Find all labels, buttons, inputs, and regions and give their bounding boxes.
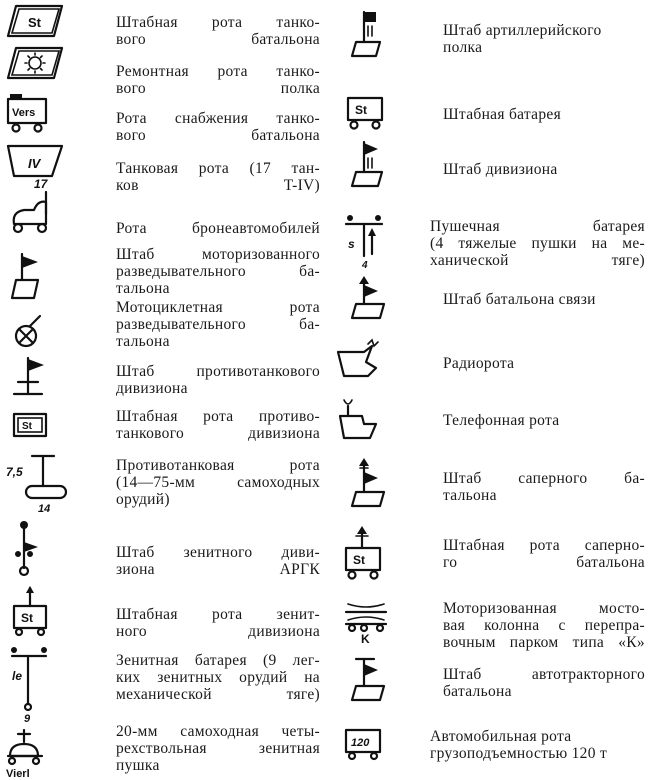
legend-text: Моторизованная мосто- вая колонна с перепра- вочным парком типа «К» xyxy=(443,600,645,651)
antitank-company-icon xyxy=(4,452,70,514)
motorized-recon-hq-icon xyxy=(8,250,48,302)
legend-text: 20-мм самоходная четы- рехствольная зенитная пушка xyxy=(116,723,320,774)
svg-text:Vierl: Vierl xyxy=(6,768,30,780)
svg-text:14: 14 xyxy=(38,503,51,515)
svg-text:St: St xyxy=(355,103,367,117)
legend-text: Штаб моторизованного разведывательного ба- тальона xyxy=(116,246,320,297)
artillery-regiment-hq-icon xyxy=(348,8,388,58)
legend-text: Танковая рота (17 тан- ков T-IV) xyxy=(116,160,320,194)
legend-text: Штабная рота саперно- го батальона xyxy=(443,537,645,571)
legend-text: Штаб зенитного диви- зиона АРГК xyxy=(116,544,320,578)
sapper-battalion-hq-icon xyxy=(348,458,388,510)
svg-text:K: K xyxy=(361,632,370,646)
legend-text: Телефонная рота xyxy=(443,412,560,429)
legend-text: Автомобильная рота грузоподъемностью 120 т xyxy=(430,728,608,762)
tank-staff-company-icon xyxy=(4,4,66,38)
antiaircraft-battalion-hq-icon xyxy=(14,518,50,578)
quad-antiaircraft-gun-icon xyxy=(4,728,48,778)
legend-text: Штабная рота противо- танкового дивизиона xyxy=(116,408,320,442)
motor-tractor-battalion-hq-icon xyxy=(348,656,388,704)
staff-battery-icon xyxy=(344,94,388,132)
svg-text:St: St xyxy=(28,15,41,30)
gun-battery-icon xyxy=(342,214,388,270)
legend-text: Пушечная батарея (4 тяжелые пушки на ме- ханической тяге) xyxy=(430,218,645,269)
svg-text:7,5: 7,5 xyxy=(6,465,23,479)
telephone-company-icon xyxy=(334,394,384,442)
legend-text: Зенитная батарея (9 лег- ких зенитных орудий на механической тяге) xyxy=(116,652,320,703)
legend-text: Штаб артиллерийского полка xyxy=(443,22,602,56)
repair-company-icon xyxy=(4,46,66,80)
legend-text: Мотоциклетная рота разведывательного ба- тальона xyxy=(116,299,320,350)
artillery-battalion-hq-icon xyxy=(348,140,388,190)
tank-company-icon xyxy=(4,142,66,190)
legend-text: Штаб саперного ба- тальона xyxy=(443,470,645,504)
svg-text:9: 9 xyxy=(24,713,31,725)
sapper-staff-company-icon xyxy=(342,526,388,582)
legend-text: Штабная рота зенит- ного дивизиона xyxy=(116,606,320,640)
antitank-staff-company-icon xyxy=(10,410,50,442)
svg-text:St: St xyxy=(353,553,365,567)
motorcycle-recon-company-icon xyxy=(10,312,46,352)
signal-battalion-hq-icon xyxy=(348,276,388,324)
svg-text:s: s xyxy=(348,237,355,251)
legend-text: Штаб дивизиона xyxy=(443,161,558,178)
radio-company-icon xyxy=(334,338,384,382)
svg-text:4: 4 xyxy=(362,260,368,271)
antiaircraft-battery-icon xyxy=(6,646,52,725)
legend-text: Рота снабжения танко- вого батальона xyxy=(116,110,320,144)
svg-text:17: 17 xyxy=(34,177,48,191)
legend-text: Радиорота xyxy=(443,355,515,372)
legend-text: Штаб батальона связи xyxy=(443,291,596,308)
svg-text:Vers: Vers xyxy=(12,107,36,119)
svg-text:St: St xyxy=(22,421,32,432)
legend-text: Штабная рота танко- вого батальона xyxy=(116,14,320,48)
legend-text: Ремонтная рота танко- вого полка xyxy=(116,63,320,97)
bridge-column-icon xyxy=(342,600,392,644)
supply-company-icon xyxy=(6,92,50,134)
legend-text: Штабная батарея xyxy=(443,106,562,123)
svg-text:IV: IV xyxy=(28,156,41,171)
legend-text: Рота бронеавтомобилей xyxy=(116,220,320,237)
armored-car-company-icon xyxy=(6,190,56,236)
legend-text: Штаб автотракторного батальона xyxy=(443,666,645,700)
motor-transport-company-icon xyxy=(342,726,386,762)
svg-text:St: St xyxy=(21,611,33,625)
antiaircraft-staff-company-icon xyxy=(10,586,50,638)
svg-text:120: 120 xyxy=(351,737,370,749)
antitank-battalion-hq-icon xyxy=(10,354,50,400)
legend-text: Штаб противотанкового дивизиона xyxy=(116,363,320,397)
svg-text:le: le xyxy=(12,669,23,683)
legend-text: Противотанковая рота (14—75-мм самоходных орудий) xyxy=(116,457,320,508)
